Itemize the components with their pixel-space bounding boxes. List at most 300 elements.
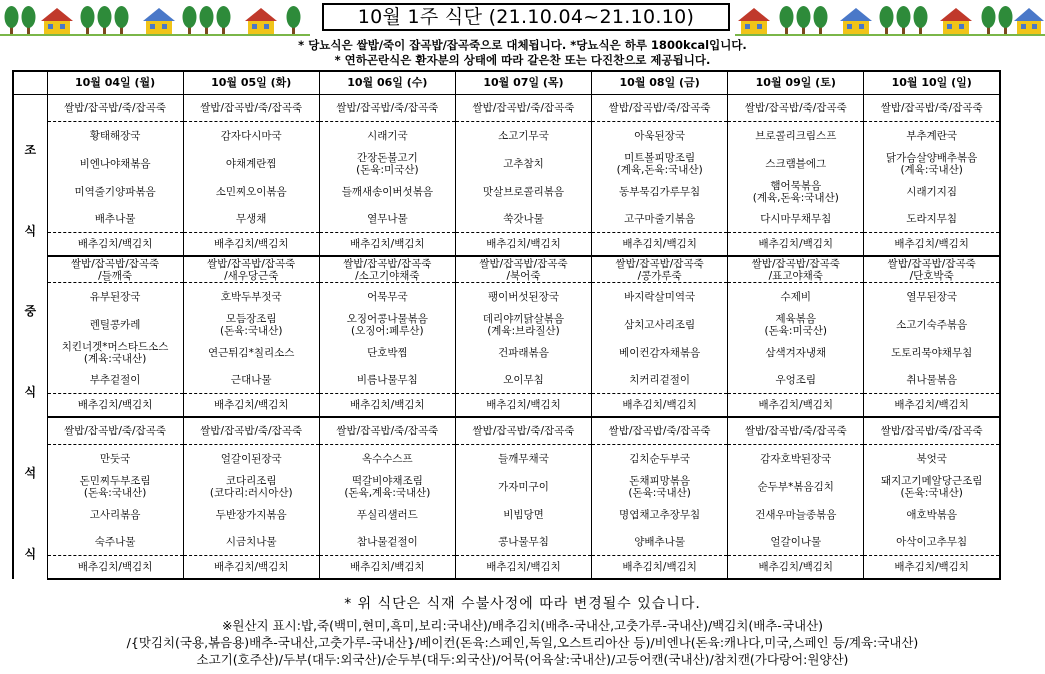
menu-item: [47, 444, 183, 473]
menu-item: [592, 417, 728, 444]
menu-item: [864, 178, 1000, 206]
menu-item: [183, 95, 319, 122]
day-header: 10월 09일 (토): [728, 71, 864, 95]
day-header: 10월 10일 (일): [864, 71, 1000, 95]
menu-item-line: 쌀밥/잡곡밥/죽/잡곡죽: [744, 101, 847, 114]
tree-icon: [780, 6, 794, 34]
menu-item: [47, 95, 183, 122]
origin-line: /{맛김치(국용,볶음용)배추-국내산,고춧가루-국내산}/베이컨(돈육:스페인,독일,오스트리아산 등)/비엔나(돈육:캐나다,미국,스페인 등/계육:국내산): [126, 635, 919, 650]
menu-item: [183, 121, 319, 150]
menu-item-line: 쌀밥/잡곡밥/죽/잡곡죽: [472, 101, 575, 114]
menu-item: [455, 283, 591, 312]
menu-item: [47, 339, 183, 367]
menu-item-line: 오이무침: [503, 374, 544, 387]
menu-item: [592, 178, 728, 206]
menu-item: [183, 555, 319, 579]
menu-item: [455, 178, 591, 206]
menu-item: [864, 150, 1000, 178]
menu-item: [728, 444, 864, 473]
menu-item: [319, 178, 455, 206]
menu-row: [13, 417, 1000, 444]
menu-item-line: 팽이버섯된장국: [487, 291, 559, 304]
menu-item: [47, 283, 183, 312]
menu-item: [864, 256, 1000, 283]
menu-row: [13, 501, 1000, 529]
menu-item-line: 시래기지짐: [906, 185, 958, 198]
menu-item: [728, 121, 864, 150]
menu-item-line: 쌀밥/잡곡밥/죽/잡곡죽: [64, 425, 167, 438]
menu-item: [455, 256, 591, 283]
menu-item-line: 배추김치/백김치: [758, 399, 834, 412]
menu-item-line: 베이컨감자채볶음: [619, 347, 701, 360]
menu-item-line: 우엉조림: [775, 374, 817, 387]
menu-item-line: 돈채피망볶음: [629, 474, 691, 487]
menu-item: [183, 394, 319, 418]
menu-item-line: 쌀밥/잡곡밥/죽/잡곡죽: [200, 101, 303, 114]
menu-item: [47, 232, 183, 256]
menu-item: [455, 121, 591, 150]
menu-item-line: 부추겉절이: [89, 374, 141, 387]
menu-item: [864, 367, 1000, 394]
day-header: 10월 04일 (월): [47, 71, 183, 95]
menu-item: [455, 311, 591, 339]
menu-item-line: 배추김치/백김치: [758, 560, 834, 573]
menu-item: [455, 501, 591, 529]
menu-item-line: 근대나물: [230, 374, 272, 387]
menu-row: [13, 121, 1000, 150]
menu-item: [183, 283, 319, 312]
menu-item-line: 애호박볶음: [906, 508, 958, 521]
menu-item-line: 모듬장조림: [225, 313, 277, 326]
menu-item: [319, 339, 455, 367]
menu-item-line: 배추김치/백김치: [622, 560, 697, 573]
menu-item-line: 배추김치/백김치: [622, 237, 697, 250]
menu-item-line: 배추김치/백김치: [894, 237, 969, 250]
menu-item: [864, 121, 1000, 150]
menu-row: [13, 256, 1000, 283]
origin-line: ※원산지 표시:밥,죽(백미,현미,흑미,보리:국내산)/배추김치(배추-국내산,고춧가루-국내산)/백김치(배추-국내산): [221, 618, 824, 633]
tree-icon: [999, 6, 1013, 34]
menu-item-line: 배추김치/백김치: [350, 560, 425, 573]
menu-change-notice: * 위 식단은 식재 수불사정에 따라 변경될수 있습니다.: [344, 596, 701, 612]
menu-item-line: 고구마줄기볶음: [624, 212, 696, 225]
menu-item: [455, 444, 591, 473]
menu-row: [13, 283, 1000, 312]
menu-item-line: 다시마무채무침: [760, 212, 832, 225]
menu-item-line: 고사리볶음: [89, 508, 141, 521]
menu-item: [728, 150, 864, 178]
menu-item: [864, 339, 1000, 367]
menu-item-line: 들깨새송이버섯볶음: [341, 185, 433, 198]
menu-item: [592, 394, 728, 418]
menu-row: [13, 311, 1000, 339]
menu-item: [592, 206, 728, 233]
tree-icon: [200, 6, 214, 34]
menu-item-line: 연근튀김*칠리소스: [208, 347, 295, 360]
tree-icon: [797, 6, 811, 34]
menu-item: [864, 394, 1000, 418]
menu-item-line: 치킨너겟*머스타드소스: [61, 341, 169, 354]
menu-item: [319, 555, 455, 579]
menu-item-line: 배추김치/백김치: [77, 399, 153, 412]
tree-icon: [22, 6, 36, 34]
menu-item-line: 시금치나물: [225, 535, 277, 548]
menu-item: [183, 339, 319, 367]
tree-icon: [914, 6, 928, 34]
menu-item-line: /단호박죽: [909, 269, 954, 282]
menu-item-line: 들깨무채국: [498, 452, 549, 465]
menu-item: [319, 473, 455, 501]
menu-item: [47, 256, 183, 283]
menu-row: [13, 444, 1000, 473]
menu-item-line: 배추김치/백김치: [350, 237, 425, 250]
menu-row: [13, 150, 1000, 178]
menu-row: [13, 339, 1000, 367]
house-icon: [940, 8, 972, 34]
menu-item-line: 푸실리샐러드: [356, 508, 418, 521]
menu-item: [319, 256, 455, 283]
menu-item-line: 제육볶음: [775, 313, 817, 326]
menu-item-line: 가자미구이: [498, 480, 549, 493]
dysphagia-diet-note: * 연하곤란식은 환자분의 상태에 따라 갈은찬 또는 다진찬으로 제공됩니다.: [334, 53, 711, 67]
menu-item-line: (계육,돈육:국내산): [752, 191, 839, 204]
menu-item: [455, 555, 591, 579]
menu-item-line: 두반장가지볶음: [215, 508, 287, 521]
menu-item-line: 비빔당면: [503, 508, 544, 521]
menu-item: [592, 473, 728, 501]
menu-item-line: (오징어:페루산): [351, 325, 424, 338]
menu-item: [183, 232, 319, 256]
menu-item: [455, 150, 591, 178]
menu-row: [13, 178, 1000, 206]
menu-item-line: (계육:국내산): [900, 163, 963, 176]
menu-item-line: 배추김치/백김치: [486, 237, 561, 250]
menu-item-line: 배추김치/백김치: [77, 237, 153, 250]
menu-item-line: 황태해장국: [89, 129, 141, 142]
menu-item: [455, 367, 591, 394]
menu-item: [864, 95, 1000, 122]
menu-item: [47, 121, 183, 150]
menu-item-line: 고추참치: [503, 157, 544, 170]
menu-item: [455, 417, 591, 444]
menu-item: [592, 283, 728, 312]
menu-item-line: (코다리:러시아산): [209, 486, 293, 499]
menu-item: [728, 178, 864, 206]
menu-item: [319, 444, 455, 473]
menu-item: [183, 150, 319, 178]
menu-item-line: 배추김치/백김치: [622, 399, 697, 412]
menu-item-line: 도토리묵야채무침: [891, 347, 973, 360]
menu-item: [455, 232, 591, 256]
house-icon: [143, 8, 175, 34]
menu-row: [13, 367, 1000, 394]
menu-item: [455, 95, 591, 122]
menu-item: [47, 473, 183, 501]
menu-item: [319, 501, 455, 529]
menu-item: [864, 501, 1000, 529]
menu-item-line: /새우당근죽: [224, 269, 279, 282]
menu-item: [592, 121, 728, 150]
menu-item-line: 배추김치/백김치: [894, 399, 969, 412]
meal-label: 중: [13, 256, 47, 367]
menu-item: [47, 178, 183, 206]
menu-item-line: 배추김치/백김치: [213, 399, 289, 412]
menu-item-line: 스크램블에그: [765, 157, 827, 170]
menu-item-line: 코다리조림: [225, 474, 277, 487]
menu-item-line: (돈육:미국산): [764, 325, 827, 338]
menu-item: [864, 444, 1000, 473]
menu-item: [728, 501, 864, 529]
menu-item-line: 소고기무국: [498, 129, 549, 142]
menu-item-line: (돈육:국내산): [628, 486, 691, 499]
menu-item-line: 건새우마늘종볶음: [755, 508, 837, 521]
menu-item: [864, 555, 1000, 579]
menu-item-line: 명엽채고추장무침: [619, 508, 701, 521]
day-header: 10월 05일 (화): [183, 71, 319, 95]
menu-item: [319, 206, 455, 233]
menu-item: [864, 473, 1000, 501]
menu-row: [13, 394, 1000, 418]
corner-cell: [13, 71, 47, 95]
menu-item-line: 쌀밥/잡곡밥/죽/잡곡죽: [608, 101, 711, 114]
menu-item-line: (계육:국내산): [83, 353, 147, 366]
menu-item-line: 쌀밥/잡곡밥/잡곡죽: [887, 257, 976, 270]
menu-row: [13, 555, 1000, 579]
menu-item: [592, 95, 728, 122]
menu-item: [455, 339, 591, 367]
menu-item-line: 북엇국: [916, 452, 947, 465]
tree-icon: [115, 6, 129, 34]
menu-item: [183, 444, 319, 473]
menu-item: [183, 501, 319, 529]
menu-item-line: 건파래볶음: [498, 347, 549, 360]
menu-item: [319, 95, 455, 122]
menu-item-line: 무생채: [235, 212, 267, 225]
menu-row: [13, 206, 1000, 233]
menu-item-line: 미트볼피망조림: [624, 151, 696, 164]
menu-item-line: 얼갈이나물: [770, 535, 822, 548]
tree-icon: [98, 6, 112, 34]
menu-item-line: 단호박찜: [367, 347, 408, 360]
menu-item-line: 배추김치/백김치: [894, 560, 969, 573]
menu-item-line: 수제비: [780, 291, 811, 304]
menu-item-line: 배추김치/백김치: [213, 560, 289, 573]
menu-item-line: 배추김치/백김치: [213, 237, 289, 250]
menu-item: [864, 232, 1000, 256]
house-icon: [840, 8, 872, 34]
menu-item: [592, 528, 728, 555]
menu-item: [728, 528, 864, 555]
menu-item-line: 데리야끼닭살볶음: [482, 313, 565, 326]
menu-item-line: 맛살브로콜리볶음: [482, 185, 565, 198]
menu-item: [864, 311, 1000, 339]
page-title: 10월 1주 식단 (21.10.04~21.10.10): [322, 3, 730, 31]
menu-item: [592, 444, 728, 473]
menu-item-line: 열무나물: [367, 212, 408, 225]
menu-item-line: 동부묵김가루무침: [619, 185, 701, 198]
menu-item-line: 감자다시마국: [220, 129, 282, 142]
house-icon: [738, 8, 770, 34]
menu-item: [592, 232, 728, 256]
menu-item-line: 옥수수스프: [361, 452, 413, 465]
tree-icon: [982, 6, 996, 34]
menu-item: [183, 417, 319, 444]
menu-item-line: 도라지무침: [906, 212, 958, 225]
tree-icon: [5, 6, 19, 34]
menu-item-line: 배추김치/백김치: [77, 560, 153, 573]
menu-item: [47, 501, 183, 529]
menu-item: [728, 206, 864, 233]
menu-item-line: (계육:브라질산): [487, 325, 560, 338]
menu-item-line: 떡갈비야채조림: [351, 474, 423, 487]
menu-item-line: 김치순두부국: [629, 452, 691, 465]
menu-row: [13, 232, 1000, 256]
menu-item-line: /표고야채죽: [768, 269, 823, 282]
menu-item: [592, 339, 728, 367]
tree-icon: [880, 6, 894, 34]
menu-row: [13, 473, 1000, 501]
menu-item-line: 쌀밥/잡곡밥/죽/잡곡죽: [880, 101, 983, 114]
menu-item: [455, 394, 591, 418]
house-icon: [245, 8, 277, 34]
menu-item-line: 배추김치/백김치: [350, 399, 425, 412]
menu-item-line: (돈육:국내산): [219, 325, 283, 338]
menu-item-line: 햄어묵볶음: [770, 179, 822, 192]
menu-item: [864, 283, 1000, 312]
tree-icon: [183, 6, 197, 34]
menu-item: [864, 528, 1000, 555]
menu-row: [13, 528, 1000, 555]
menu-item-line: 시래기국: [367, 129, 408, 142]
menu-item-line: 삼치고사리조림: [624, 319, 696, 332]
tree-icon: [217, 6, 231, 34]
menu-item-line: 비름나물무침: [356, 374, 418, 387]
menu-item: [183, 473, 319, 501]
menu-item-line: 쌀밥/잡곡밥/죽/잡곡죽: [200, 425, 303, 438]
menu-item: [592, 150, 728, 178]
menu-item: [47, 206, 183, 233]
menu-item: [183, 256, 319, 283]
tree-icon: [897, 6, 911, 34]
menu-item-line: (돈육:미국산): [356, 163, 419, 176]
menu-item-line: 바지락살미역국: [624, 291, 696, 304]
meal-label: 식: [13, 367, 47, 417]
menu-item: [728, 367, 864, 394]
menu-item: [455, 528, 591, 555]
menu-item-line: 열무된장국: [906, 291, 958, 304]
menu-item-line: 야채계란찜: [225, 157, 277, 170]
menu-item: [319, 121, 455, 150]
menu-item-line: 돈민찌두부조림: [79, 474, 151, 487]
menu-item-line: 치커리겉절이: [629, 374, 691, 387]
menu-item-line: 오징어콩나물볶음: [346, 313, 428, 326]
menu-item: [319, 367, 455, 394]
menu-item: [319, 417, 455, 444]
menu-item-line: 숙주나물: [94, 535, 136, 548]
menu-item-line: 아삭이고추무침: [896, 535, 968, 548]
menu-item-line: 순두부*볶음김치: [757, 480, 834, 493]
tree-icon: [814, 6, 828, 34]
menu-item-line: (돈육:국내산): [900, 486, 963, 499]
menu-item: [47, 311, 183, 339]
menu-item-line: 렌틸콩카레: [89, 319, 141, 332]
tree-icon: [287, 6, 301, 34]
menu-item: [47, 528, 183, 555]
menu-item-line: 콩나물무침: [498, 535, 549, 548]
menu-item: [592, 501, 728, 529]
menu-item-line: 유부된장국: [89, 291, 141, 304]
menu-item-line: 쌀밥/잡곡밥/죽/잡곡죽: [472, 425, 575, 438]
menu-item: [864, 417, 1000, 444]
menu-item: [183, 206, 319, 233]
meal-label: 식: [13, 528, 47, 579]
menu-item-line: (돈육:국내산): [83, 486, 147, 499]
menu-item-line: 아욱된장국: [634, 129, 685, 142]
meal-label: 조: [13, 95, 47, 206]
menu-item-line: 삼색겨자냉채: [765, 347, 827, 360]
menu-item-line: 쌀밥/잡곡밥/잡곡죽: [479, 257, 568, 270]
menu-item: [728, 473, 864, 501]
menu-item: [319, 394, 455, 418]
menu-item: [183, 528, 319, 555]
meal-label: 식: [13, 206, 47, 256]
menu-item-line: 미역줄기양파볶음: [74, 185, 156, 198]
menu-item: [319, 283, 455, 312]
tree-icon: [81, 6, 95, 34]
menu-item-line: 쌀밥/잡곡밥/잡곡죽: [343, 257, 432, 270]
menu-item: [592, 367, 728, 394]
menu-item-line: 브로콜리크림스프: [755, 129, 837, 142]
menu-item-line: 돼지고기메알당근조림: [880, 474, 983, 487]
menu-item-line: 쌀밥/잡곡밥/잡곡죽: [615, 257, 704, 270]
menu-item: [183, 367, 319, 394]
menu-item-line: 호박두부젓국: [220, 291, 282, 304]
diabetic-diet-note: * 당뇨식은 쌀밥/죽이 잡곡밥/잡곡죽으로 대체됩니다. *당뇨식은 하루 1800kcal입니다.: [298, 38, 747, 52]
menu-item-line: 배추나물: [94, 212, 136, 225]
menu-item: [728, 95, 864, 122]
day-header: 10월 08일 (금): [592, 71, 728, 95]
menu-item: [864, 206, 1000, 233]
menu-item-line: 닭가슴살양배추볶음: [886, 151, 978, 164]
menu-item: [319, 150, 455, 178]
menu-item: [455, 473, 591, 501]
menu-item: [728, 555, 864, 579]
menu-item-line: 소민찌오이볶음: [215, 185, 287, 198]
house-icon: [41, 8, 73, 34]
menu-item-line: /소고기야채죽: [355, 269, 420, 282]
menu-item-line: 쌀밥/잡곡밥/죽/잡곡죽: [336, 101, 439, 114]
menu-item-line: 취나물볶음: [906, 374, 958, 387]
menu-item-line: 쌀밥/잡곡밥/죽/잡곡죽: [336, 425, 439, 438]
menu-item: [183, 311, 319, 339]
menu-item: [319, 232, 455, 256]
menu-item: [592, 555, 728, 579]
menu-item: [728, 311, 864, 339]
menu-item: [47, 417, 183, 444]
menu-item-line: /북어죽: [506, 269, 541, 282]
origin-line: 소고기(호주산)/두부(대두:외국산)/순두부(대두:외국산)/어묵(어육살:국내산)/고등어캔(국내산)/참치캔(가다랑어:원양산): [196, 652, 849, 667]
menu-item-line: 쌀밥/잡곡밥/죽/잡곡죽: [880, 425, 983, 438]
menu-item: [728, 232, 864, 256]
menu-item-line: 쌀밥/잡곡밥/죽/잡곡죽: [744, 425, 847, 438]
day-header-row: [13, 71, 1000, 95]
menu-item: [592, 256, 728, 283]
menu-item-line: 배추김치/백김치: [758, 237, 834, 250]
menu-item: [728, 256, 864, 283]
menu-item-line: 쌀밥/잡곡밥/잡곡죽: [70, 257, 160, 270]
menu-item: [728, 339, 864, 367]
menu-item-line: /들깨죽: [98, 269, 133, 282]
